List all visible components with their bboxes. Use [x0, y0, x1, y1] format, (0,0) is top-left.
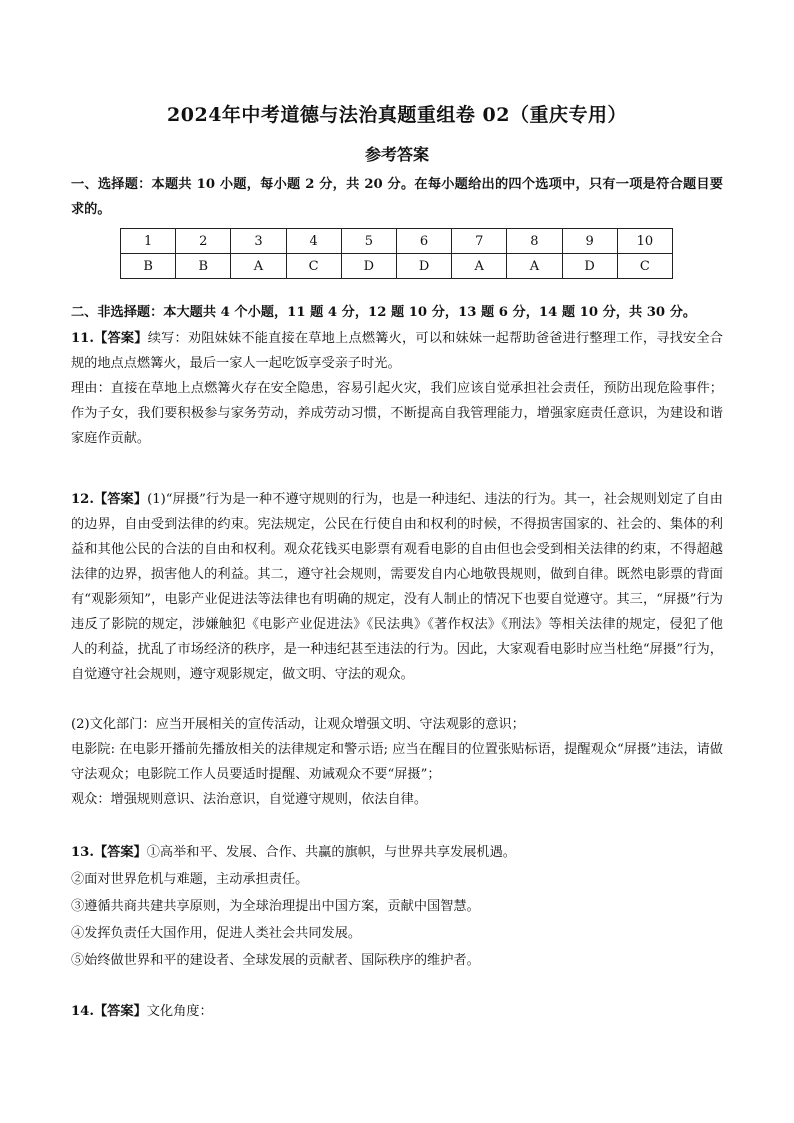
- table-cell: 2: [176, 229, 231, 254]
- q12-label: 12.【答案】: [71, 492, 148, 507]
- table-cell: 5: [341, 229, 396, 254]
- page-subtitle: 参考答案: [364, 145, 429, 164]
- table-cell: 9: [562, 229, 617, 254]
- table-cell: D: [562, 254, 617, 279]
- table-cell: 7: [452, 229, 507, 254]
- q13-label: 13.【答案】: [71, 845, 147, 860]
- page-title: 2024年中考道德与法治真题重组卷 02（重庆专用）: [167, 104, 627, 126]
- q13-text: ①高举和平、发展、合作、共赢的旗帜，与世界共享发展机遇。: [146, 845, 516, 860]
- q12-text: (1)“屏摄”行为是一种不遵守规则的行为，也是一种违纪、违法的行为。其一，社会规则划定了自由的边界，自由受到法律的约束。宪法规定，公民在行使自由和权利的时候，不得损害国家的、社会的、集体的利益和其他公民的合法的自由和权利。观众花钱买电影票有观看电影的自由但也会受到相关法律的约束，不得超越法律的边界，损害他人的利益。其二，遵守社会规则，需要发自内心地敬畏规则，做到自律。既然电影票的背面有“观影须知”，电影产业促进法等法律也有明确的规定，没有人制止的情况下也要自觉遵守。其三，“屏摄”行为违反了影院的规定，涉嫌触犯《电影产业促进法》《民法典》《著作权法》《刑法》等相关法律的规定，侵犯了他人的利益，扰乱了市场经济的秩序，是一种违纪甚至违法的行为。因此，大家观看电影时应当杜绝“屏摄”行为，自觉遵守社会规则，遵守观影规定，做文明、守法的观众。: [71, 492, 723, 682]
- q12-answer-part3: 电影院: 在电影开播前先播放相关的法律规定和警示语; 应当在醒目的位置张贴标语，提醒观众“屏摄”违法，请做守法观众；电影院工作人员要适时提醒、劝诫观众不要“屏摄”；: [71, 742, 723, 782]
- table-cell: A: [231, 254, 286, 279]
- table-cell: A: [507, 254, 562, 279]
- q13-answer-item4: ④发挥负责任大国作用，促进人类社会共同发展。: [71, 926, 362, 941]
- table-cell: A: [452, 254, 507, 279]
- q11-answer-line1: [71, 326, 723, 376]
- table-cell: D: [396, 254, 451, 279]
- table-cell: 1: [121, 229, 176, 254]
- table-cell: C: [286, 254, 341, 279]
- table-cell: 3: [231, 229, 286, 254]
- q13-answer-item2: ②面对世界危机与难题，主动承担责任。: [71, 872, 309, 887]
- q11-answer-line2: 理由：直接在草地上点燃篝火存在安全隐患，容易引起火灾，我们应该自觉承担社会责任，预防出现危险事件；作为子女，我们要积极参与家务劳动，养成劳动习惯，不断提高自我管理能力，增强家庭责任意识，为建设和谐家庭作贡献。: [71, 381, 723, 446]
- q14-text: 文化角度：: [146, 1004, 213, 1019]
- table-cell: 4: [286, 229, 341, 254]
- section1-heading: 一、选择题：本题共 10 小题，每小题 2 分，共 20 分。在每小题给出的四个选项中，只有一项是符合题目要求的。: [71, 177, 723, 217]
- answer-table: [120, 228, 673, 279]
- answer-table-number-row: [121, 229, 673, 254]
- section2-heading: 二、非选择题：本大题共 4 个小题，11 题 4 分，12 题 10 分，13 题 6 分，14 题 10 分，共 30 分。: [71, 305, 697, 320]
- q14-label: 14.【答案】: [71, 1004, 147, 1019]
- table-cell: C: [617, 254, 672, 279]
- q13-answer-item5: ⑤始终做世界和平的建设者、全球发展的贡献者、国际秩序的维护者。: [71, 953, 480, 968]
- q11-text: 续写：劝阻妹妹不能直接在草地上点燃篝火，可以和妹妹一起帮助爸爸进行整理工作，寻找安全合规的地点点燃篝火，最后一家人一起吃饭享受亲子时光。: [71, 331, 723, 371]
- table-cell: 8: [507, 229, 562, 254]
- table-cell: B: [121, 254, 176, 279]
- q11-label: 11.【答案】: [71, 331, 148, 346]
- q12-answer-part4: 观众：增强规则意识、法治意识，自觉遵守规则，依法自律。: [71, 792, 428, 807]
- table-cell: 10: [617, 229, 672, 254]
- q12-answer-part2: (2)文化部门：应当开展相关的宣传活动，让观众增强文明、守法观影的意识；: [71, 717, 525, 732]
- q12-answer-part1: [71, 487, 723, 687]
- answer-table-answer-row: [121, 254, 673, 279]
- q13-answer-item1: [71, 840, 723, 865]
- table-cell: 6: [396, 229, 451, 254]
- q13-answer-item3: ③遵循共商共建共享原则，为全球治理提出中国方案，贡献中国智慧。: [71, 899, 480, 914]
- q14-answer: [71, 999, 723, 1024]
- table-cell: B: [176, 254, 231, 279]
- table-cell: D: [341, 254, 396, 279]
